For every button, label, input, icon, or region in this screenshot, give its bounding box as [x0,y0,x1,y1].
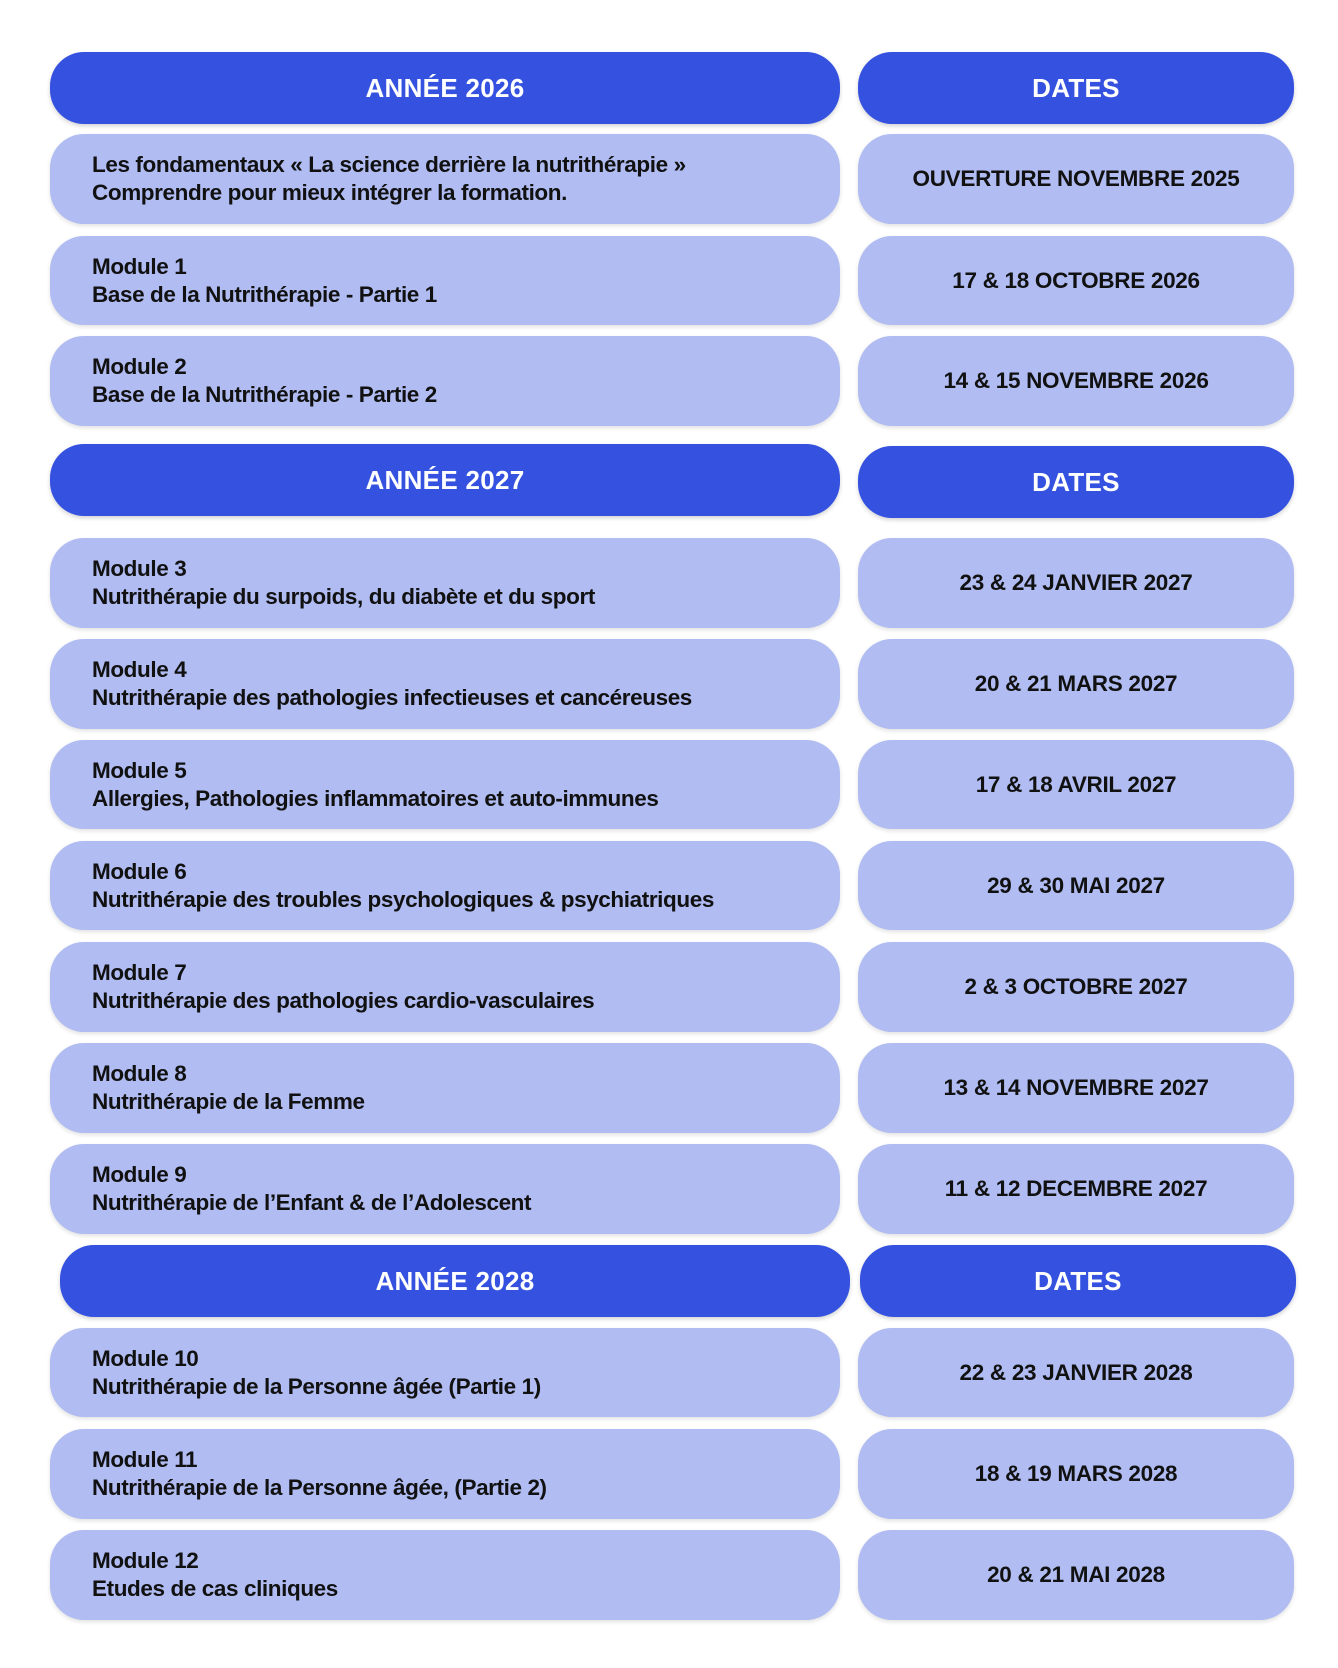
module-date: 29 & 30 MAI 2027 [858,841,1294,930]
module-row [50,639,840,729]
module-row [50,1043,840,1133]
module-row [50,1429,840,1519]
module-subtitle: Comprendre pour mieux intégrer la formation. [92,180,567,205]
module-title: Les fondamentaux « La science derrière la nutrithérapie » [92,152,686,177]
module-date: 20 & 21 MAI 2028 [858,1530,1294,1620]
module-title: Module 2 [92,354,187,379]
module-row [50,336,840,426]
module-title: Module 10 [92,1345,199,1371]
year-header-2026: ANNÉE 2026 [50,52,840,124]
module-row [50,1328,840,1417]
year-header-2028: ANNÉE 2028 [60,1245,850,1317]
module-subtitle: Nutrithérapie de la Personne âgée (Partie 1) [92,1373,541,1399]
module-subtitle: Nutrithérapie des troubles psychologiques & psychiatriques [92,886,714,912]
module-row [50,740,840,829]
module-row [50,841,840,930]
module-row [50,942,840,1032]
module-title: Module 5 [92,757,187,783]
module-subtitle: Nutrithérapie des pathologies infectieuses et cancéreuses [92,685,692,710]
module-row [50,538,840,628]
module-date: 17 & 18 AVRIL 2027 [858,740,1294,829]
module-subtitle: Allergies, Pathologies inflammatoires et auto-immunes [92,785,659,811]
dates-header-2027: DATES [858,446,1294,518]
module-title: Module 12 [92,1548,199,1573]
module-title: Module 8 [92,1061,187,1086]
module-subtitle: Base de la Nutrithérapie - Partie 2 [92,382,437,407]
module-row [50,236,840,325]
module-date: 22 & 23 JANVIER 2028 [858,1328,1294,1417]
module-date: 13 & 14 NOVEMBRE 2027 [858,1043,1294,1133]
module-subtitle: Nutrithérapie des pathologies cardio-vasculaires [92,988,595,1013]
module-date: OUVERTURE NOVEMBRE 2025 [858,134,1294,224]
module-title: Module 3 [92,556,187,581]
dates-header-2026: DATES [858,52,1294,124]
module-subtitle: Base de la Nutrithérapie - Partie 1 [92,281,437,307]
module-date: 2 & 3 OCTOBRE 2027 [858,942,1294,1032]
module-title: Module 4 [92,657,187,682]
year-header-2027: ANNÉE 2027 [50,444,840,516]
module-date: 18 & 19 MARS 2028 [858,1429,1294,1519]
module-row [50,1530,840,1620]
module-title: Module 11 [92,1447,198,1472]
module-subtitle: Etudes de cas cliniques [92,1576,338,1601]
module-row [50,134,840,224]
module-subtitle: Nutrithérapie du surpoids, du diabète et du sport [92,584,595,609]
module-title: Module 7 [92,960,187,985]
module-subtitle: Nutrithérapie de la Femme [92,1089,365,1114]
module-subtitle: Nutrithérapie de l’Enfant & de l’Adolescent [92,1190,532,1215]
module-title: Module 9 [92,1162,187,1187]
module-title: Module 1 [92,253,187,279]
module-subtitle: Nutrithérapie de la Personne âgée, (Partie 2) [92,1475,547,1500]
module-date: 23 & 24 JANVIER 2027 [858,538,1294,628]
module-date: 14 & 15 NOVEMBRE 2026 [858,336,1294,426]
module-row [50,1144,840,1234]
module-date: 20 & 21 MARS 2027 [858,639,1294,729]
module-date: 17 & 18 OCTOBRE 2026 [858,236,1294,325]
module-date: 11 & 12 DECEMBRE 2027 [858,1144,1294,1234]
dates-header-2028: DATES [860,1245,1296,1317]
module-title: Module 6 [92,858,187,884]
